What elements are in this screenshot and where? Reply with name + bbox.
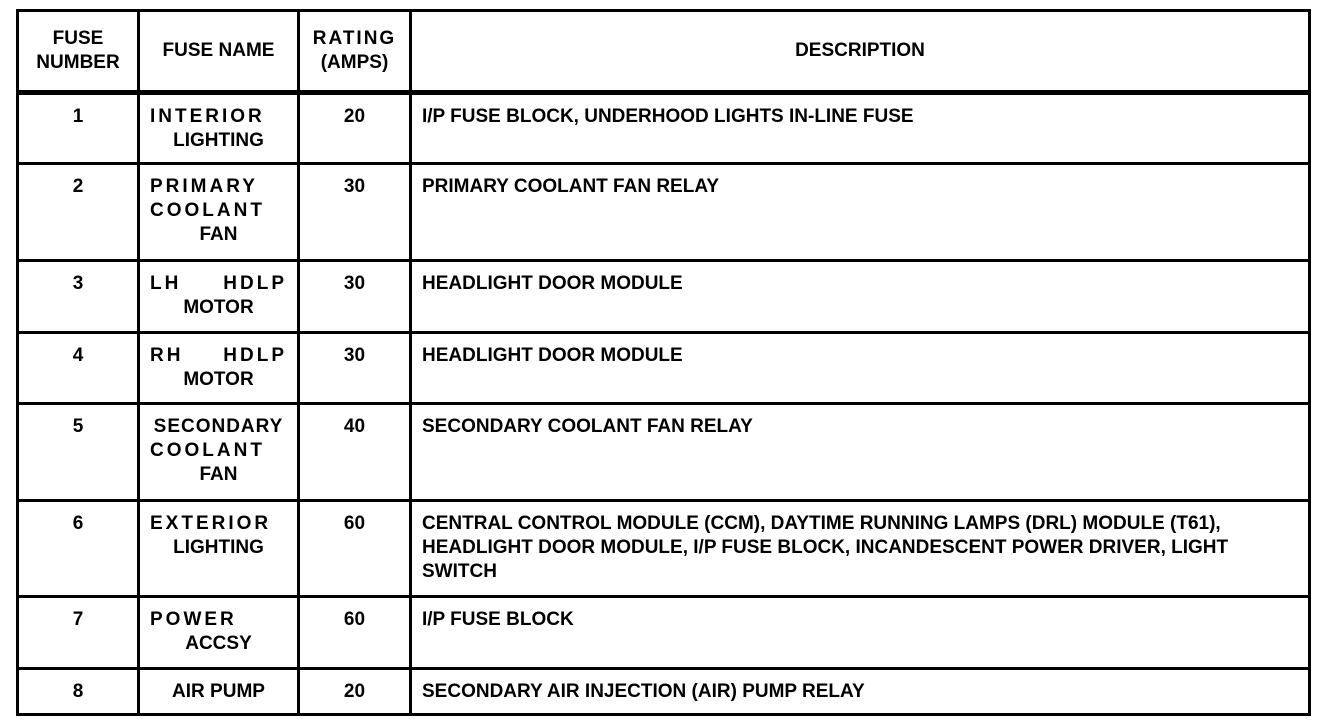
description-cell: CENTRAL CONTROL MODULE (CCM), DAYTIME RUNNING LAMPS (DRL) MODULE (T61), HEADLIGHT DOOR MODULE, I/P FUSE BLOCK, INCANDESCENT POWER DRIVER, LIGHT SWITCH — [411, 501, 1310, 597]
fuse-number-cell: 3 — [18, 261, 139, 333]
header-fuse-name: FUSE NAME — [139, 11, 299, 93]
table-row — [18, 164, 1310, 261]
rating-cell: 30 — [299, 333, 411, 404]
table-row — [18, 669, 1310, 715]
fuse-number-cell: 2 — [18, 164, 139, 261]
table-row — [18, 93, 1310, 164]
fuse-number-cell: 8 — [18, 669, 139, 715]
fuse-number-cell: 4 — [18, 333, 139, 404]
description-cell: SECONDARY AIR INJECTION (AIR) PUMP RELAY — [411, 669, 1310, 715]
rating-cell: 20 — [299, 93, 411, 164]
fuse-name-cell: INTERIOR LIGHTING — [139, 93, 299, 164]
header-rating: RATING (AMPS) — [299, 11, 411, 93]
rating-cell: 30 — [299, 164, 411, 261]
description-cell: PRIMARY COOLANT FAN RELAY — [411, 164, 1310, 261]
rating-cell: 30 — [299, 261, 411, 333]
fuse-name-cell: RH HDLP MOTOR — [139, 333, 299, 404]
header-description: DESCRIPTION — [411, 11, 1310, 93]
rating-cell: 60 — [299, 501, 411, 597]
fuse-name-cell: POWER ACCSY — [139, 597, 299, 669]
rating-cell: 20 — [299, 669, 411, 715]
fuse-name-cell: LH HDLP MOTOR — [139, 261, 299, 333]
header-row — [18, 11, 1310, 93]
fuse-name-cell: EXTERIOR LIGHTING — [139, 501, 299, 597]
description-cell: I/P FUSE BLOCK — [411, 597, 1310, 669]
rating-cell: 40 — [299, 404, 411, 501]
fuse-name-cell: PRIMARY COOLANT FAN — [139, 164, 299, 261]
description-cell: HEADLIGHT DOOR MODULE — [411, 333, 1310, 404]
table-row — [18, 501, 1310, 597]
table-row — [18, 597, 1310, 669]
rating-cell: 60 — [299, 597, 411, 669]
fuse-number-cell: 7 — [18, 597, 139, 669]
description-cell: SECONDARY COOLANT FAN RELAY — [411, 404, 1310, 501]
fuse-table — [16, 9, 1311, 716]
fuse-number-cell: 6 — [18, 501, 139, 597]
description-cell: I/P FUSE BLOCK, UNDERHOOD LIGHTS IN-LINE FUSE — [411, 93, 1310, 164]
header-fuse-number: FUSE NUMBER — [18, 11, 139, 93]
table-row — [18, 404, 1310, 501]
table-row — [18, 333, 1310, 404]
fuse-name-cell: AIR PUMP — [139, 669, 299, 715]
table-row — [18, 261, 1310, 333]
fuse-name-cell: SECONDARY COOLANT FAN — [139, 404, 299, 501]
description-cell: HEADLIGHT DOOR MODULE — [411, 261, 1310, 333]
fuse-number-cell: 1 — [18, 93, 139, 164]
fuse-number-cell: 5 — [18, 404, 139, 501]
